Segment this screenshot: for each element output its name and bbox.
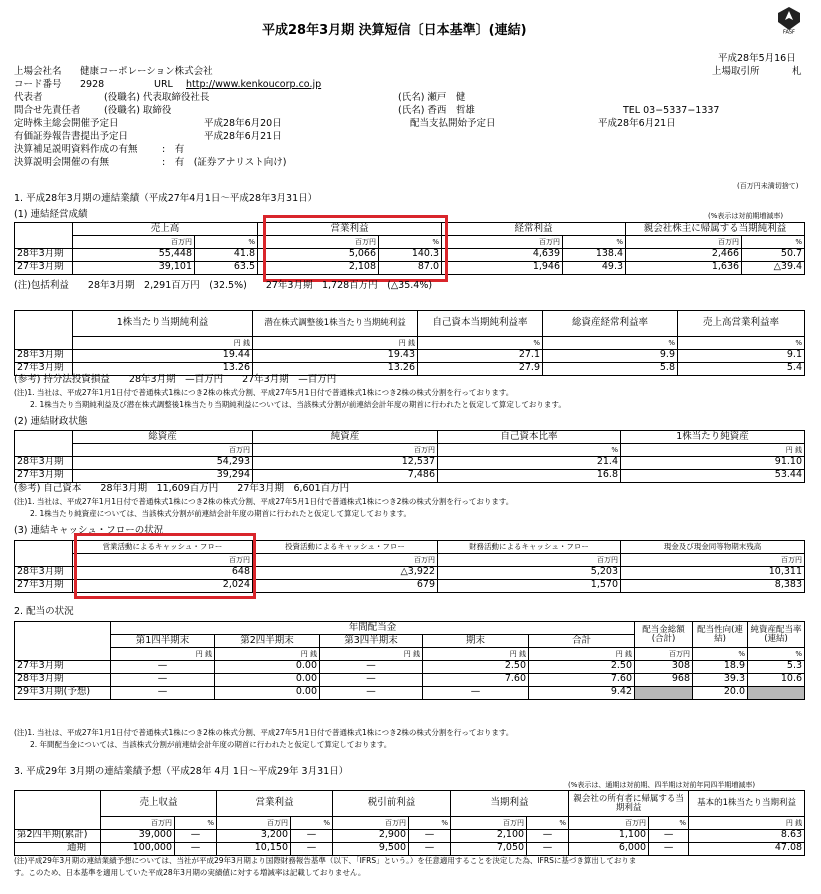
table-cell: 18.9 bbox=[693, 660, 748, 673]
table-cell: 5.3 bbox=[748, 660, 805, 673]
table-cell: 27.1 bbox=[418, 349, 543, 362]
section1-sub3: (3) 連結キャッシュ・フローの状況 bbox=[14, 525, 164, 536]
table-cell: 1,100 bbox=[569, 829, 649, 842]
table-row bbox=[15, 673, 805, 686]
table-cell: 基本的1株当たり当期利益 bbox=[689, 791, 805, 817]
svg-text:FASF: FASF bbox=[783, 29, 795, 34]
table-cell: 1株当たり当期純利益 bbox=[73, 311, 253, 337]
comprehensive-income: (注)包括利益 28年3月期 2,291百万円 (32.5%) 27年3月期 1,728百万円 (△35.4%) bbox=[14, 280, 433, 291]
table-cell: 28年3月期 bbox=[15, 456, 73, 469]
report-label: 有価証券報告書提出予定日 bbox=[14, 131, 129, 142]
table-cell: 100,000 bbox=[101, 842, 175, 855]
forecast-table bbox=[14, 790, 805, 856]
table-header-row bbox=[15, 791, 805, 817]
section3-heading: 3. 平成29年 3月期の連結業績予想（平成28年 4月 1日〜平成29年 3月31日） bbox=[14, 766, 349, 777]
table-cell bbox=[15, 311, 73, 337]
rep-label: 代表者 bbox=[14, 92, 43, 103]
table-cell bbox=[15, 431, 73, 444]
table-cell: 27.9 bbox=[418, 362, 543, 375]
table-cell: 純資産配当率(連結) bbox=[748, 622, 805, 648]
table-cell: 1,636 bbox=[626, 261, 742, 274]
table-cell: 親会社の所有者に帰属する当期利益 bbox=[569, 791, 689, 817]
table-cell: 配当性向(連結) bbox=[693, 622, 748, 648]
table-cell: 円 銭 bbox=[621, 444, 805, 457]
note-3-2: 2. 年間配当金については、当該株式分割が前連結会計年度の期首に行われたと仮定して算定しております。 bbox=[30, 740, 392, 749]
table-cell: △3,922 bbox=[253, 566, 438, 579]
table-cell: 百万円 bbox=[569, 817, 649, 830]
table-cell: 百万円 bbox=[438, 554, 621, 567]
table-cell: 円 銭 bbox=[215, 648, 320, 661]
table-cell: 39,000 bbox=[101, 829, 175, 842]
table-cell: 百万円 bbox=[333, 817, 409, 830]
table-cell: % bbox=[649, 817, 689, 830]
table-cell: 5,203 bbox=[438, 566, 621, 579]
table-cell: 百万円 bbox=[451, 817, 527, 830]
table-cell: 0.00 bbox=[215, 673, 320, 686]
table-cell: % bbox=[678, 337, 805, 350]
table-cell: 63.5 bbox=[195, 261, 258, 274]
table-cell: 円 銭 bbox=[111, 648, 215, 661]
table-cell bbox=[15, 817, 101, 830]
table-cell bbox=[15, 791, 101, 817]
section1-sub2: (2) 連結財政状態 bbox=[14, 416, 88, 427]
own-capital-note: (参考) 自己資本 28年3月期 11,609百万円 27年3月期 6,601百万円 bbox=[14, 483, 350, 494]
table-cell: 5,066 bbox=[258, 248, 379, 261]
table-cell: % bbox=[563, 236, 626, 249]
table-cell: % bbox=[438, 444, 621, 457]
note-1-1: (注)1. 当社は、平成27年1月1日付で普通株式1株につき2株の株式分割、平成27年5月1日付で普通株式1株につき2株の株式分割を行っております。 bbox=[14, 388, 514, 397]
table-cell: 2,024 bbox=[73, 579, 253, 592]
table-cell: 27年3月期 bbox=[15, 469, 73, 482]
table-cell bbox=[15, 648, 111, 661]
table-cell: 百万円 bbox=[258, 236, 379, 249]
table-cell: 87.0 bbox=[379, 261, 442, 274]
contact-role: (役職名) 取締役 bbox=[104, 105, 172, 116]
table-cell: 39,101 bbox=[73, 261, 195, 274]
table-header-row bbox=[15, 648, 805, 661]
table-header-row bbox=[15, 817, 805, 830]
contact-tel: TEL 03−5337−1337 bbox=[623, 105, 720, 116]
table-cell: 百万円 bbox=[621, 554, 805, 567]
table-cell: 968 bbox=[635, 673, 693, 686]
table-cell: 円 銭 bbox=[253, 337, 418, 350]
table-cell: 自己資本比率 bbox=[438, 431, 621, 444]
note-2-2: 2. 1株当たり純資産については、当該株式分割が前連結会計年度の期首に行われたと仮定して算定しております。 bbox=[30, 509, 412, 518]
table-cell: % bbox=[748, 648, 805, 661]
table-cell: 円 銭 bbox=[689, 817, 805, 830]
table-cell: 年間配当金 bbox=[111, 622, 635, 635]
table-cell bbox=[15, 444, 73, 457]
table-cell: 総資産経常利益率 bbox=[543, 311, 678, 337]
table-cell: % bbox=[543, 337, 678, 350]
table-cell: 2,108 bbox=[258, 261, 379, 274]
forecast-pct-note: (%表示は、通期は対前期、四半期は対前年同四半期増減率) bbox=[568, 781, 756, 789]
table-cell: 9.1 bbox=[678, 349, 805, 362]
table-cell: 55,448 bbox=[73, 248, 195, 261]
table-cell: — bbox=[649, 829, 689, 842]
agm-label: 定時株主総会開催予定日 bbox=[14, 118, 119, 129]
table-cell: 28年3月期 bbox=[15, 248, 73, 261]
table-cell: 47.08 bbox=[689, 842, 805, 855]
table-cell bbox=[635, 686, 693, 699]
table-cell: % bbox=[527, 817, 569, 830]
table-cell: — bbox=[649, 842, 689, 855]
table-cell: % bbox=[742, 236, 805, 249]
table-cell: % bbox=[418, 337, 543, 350]
table-cell: 2,900 bbox=[333, 829, 409, 842]
table-cell: 7,050 bbox=[451, 842, 527, 855]
table-cell: 投資活動によるキャッシュ・フロー bbox=[253, 541, 438, 554]
table-cell: 現金及び現金同等物期末残高 bbox=[621, 541, 805, 554]
report-submit-date: 平成28年6月21日 bbox=[204, 131, 282, 142]
table-cell: 百万円 bbox=[253, 554, 438, 567]
table-cell: — bbox=[527, 842, 569, 855]
section1-heading: 1. 平成28年3月期の連結業績（平成27年4月1日〜平成28年3月31日） bbox=[14, 193, 318, 204]
table-cell: 9.42 bbox=[529, 686, 635, 699]
code-value: 2928 bbox=[80, 79, 105, 90]
rep-role: (役職名) 代表取締役社長 bbox=[104, 92, 210, 103]
note-3-1: (注)1. 当社は、平成27年1月1日付で普通株式1株につき2株の株式分割、平成27年5月1日付で普通株式1株につき2株の株式分割を行っております。 bbox=[14, 728, 514, 737]
table-cell: 第2四半期(累計) bbox=[15, 829, 101, 842]
table-cell: 49.3 bbox=[563, 261, 626, 274]
table-cell: 16.8 bbox=[438, 469, 621, 482]
table-cell: 3,200 bbox=[217, 829, 291, 842]
table-cell: 10,311 bbox=[621, 566, 805, 579]
table-cell: 28年3月期 bbox=[15, 673, 111, 686]
dividend-label: 配当支払開始予定日 bbox=[410, 118, 496, 129]
table-cell: % bbox=[195, 236, 258, 249]
table-cell: △39.4 bbox=[742, 261, 805, 274]
table-cell: — bbox=[320, 660, 423, 673]
table-cell: 配当金総額(合計) bbox=[635, 622, 693, 648]
table-cell: 41.8 bbox=[195, 248, 258, 261]
table-cell: 自己資本当期純利益率 bbox=[418, 311, 543, 337]
report-date: 平成28年5月16日 bbox=[718, 53, 796, 64]
table-cell: 1,946 bbox=[442, 261, 563, 274]
company-name: 健康コーポレーション株式会社 bbox=[80, 66, 213, 77]
rep-name: (氏名) 瀬戸 健 bbox=[398, 92, 466, 103]
page-title: 平成28年3月期 決算短信〔日本基準〕(連結) bbox=[262, 23, 527, 38]
table-cell: — bbox=[291, 842, 333, 855]
table-cell: 百万円 bbox=[626, 236, 742, 249]
per-share-table bbox=[14, 310, 805, 376]
table-cell: — bbox=[175, 829, 217, 842]
table-cell: 合計 bbox=[529, 635, 635, 648]
url-link[interactable]: http://www.kenkoucorp.co.jp bbox=[186, 79, 322, 90]
table-cell: 8,383 bbox=[621, 579, 805, 592]
table-header-row bbox=[15, 337, 805, 350]
fasf-logo-icon bbox=[776, 6, 802, 34]
table-cell bbox=[15, 554, 73, 567]
table-cell: — bbox=[175, 842, 217, 855]
table-cell: 百万円 bbox=[253, 444, 438, 457]
table-cell: 21.4 bbox=[438, 456, 621, 469]
brief-value: : 有 (証券アナリスト向け) bbox=[162, 157, 287, 168]
table-cell: — bbox=[291, 829, 333, 842]
table-cell: — bbox=[320, 686, 423, 699]
table-cell: 12,537 bbox=[253, 456, 438, 469]
table-cell: 10.6 bbox=[748, 673, 805, 686]
table-cell bbox=[748, 686, 805, 699]
table-cell: 27年3月期 bbox=[15, 660, 111, 673]
table-cell: 2.50 bbox=[529, 660, 635, 673]
table-cell bbox=[15, 541, 73, 554]
table-cell: 9.9 bbox=[543, 349, 678, 362]
table-row bbox=[15, 829, 805, 842]
brief-label: 決算説明会開催の有無 bbox=[14, 157, 110, 168]
table-cell: 9,500 bbox=[333, 842, 409, 855]
table-cell: 8.63 bbox=[689, 829, 805, 842]
table-cell: 28年3月期 bbox=[15, 349, 73, 362]
table-cell: 円 銭 bbox=[320, 648, 423, 661]
table-cell: 27年3月期 bbox=[15, 261, 73, 274]
table-cell: 百万円 bbox=[73, 236, 195, 249]
table-header-row bbox=[15, 311, 805, 337]
note-2-1: (注)1. 当社は、平成27年1月1日付で普通株式1株につき2株の株式分割、平成27年5月1日付で普通株式1株につき2株の株式分割を行っております。 bbox=[14, 497, 514, 506]
contact-label: 問合せ先責任者 bbox=[14, 105, 81, 116]
equity-method-note: (参考) 持分法投資損益 28年3月期 —百万円 27年3月期 —百万円 bbox=[14, 374, 337, 385]
table-cell: 39,294 bbox=[73, 469, 253, 482]
url-label: URL bbox=[154, 79, 173, 90]
table-cell: % bbox=[175, 817, 217, 830]
rounding-note: (百万円未満切捨て) bbox=[737, 182, 799, 190]
table-cell: 財務活動によるキャッシュ・フロー bbox=[438, 541, 621, 554]
table-cell: 第2四半期末 bbox=[215, 635, 320, 648]
table-cell: 営業利益 bbox=[258, 223, 442, 236]
table-cell: % bbox=[409, 817, 451, 830]
table-cell: 7,486 bbox=[253, 469, 438, 482]
table-cell bbox=[15, 337, 73, 350]
financial-position-table bbox=[14, 430, 805, 483]
table-cell: 1,570 bbox=[438, 579, 621, 592]
table-cell: 通期 bbox=[15, 842, 101, 855]
note-1-2: 2. 1株当たり当期純利益及び潜在株式調整後1株当たり当期純利益については、当該株式分割が前連結会計年度の期首に行われたと仮定して算定しております。 bbox=[30, 400, 566, 409]
table-cell: 親会社株主に帰属する当期純利益 bbox=[626, 223, 805, 236]
table-cell: 308 bbox=[635, 660, 693, 673]
table-cell: 13.26 bbox=[73, 362, 253, 375]
table-header-row bbox=[15, 431, 805, 444]
table-row bbox=[15, 686, 805, 699]
table-row bbox=[15, 349, 805, 362]
supp-label: 決算補足説明資料作成の有無 bbox=[14, 144, 138, 155]
table-cell: — bbox=[409, 842, 451, 855]
table-cell bbox=[15, 635, 111, 648]
table-cell: 19.43 bbox=[253, 349, 418, 362]
table-cell: 10,150 bbox=[217, 842, 291, 855]
contact-name: (氏名) 香西 哲雄 bbox=[398, 105, 475, 116]
table-cell: 6,000 bbox=[569, 842, 649, 855]
table-cell: 売上高 bbox=[73, 223, 258, 236]
table-cell: 140.3 bbox=[379, 248, 442, 261]
table-cell: 円 銭 bbox=[73, 337, 253, 350]
table-cell: 営業活動によるキャッシュ・フロー bbox=[73, 541, 253, 554]
table-cell: 2,100 bbox=[451, 829, 527, 842]
table-cell: 潜在株式調整後1株当たり当期純利益 bbox=[253, 311, 418, 337]
table-cell: 税引前利益 bbox=[333, 791, 451, 817]
table-cell: 2,466 bbox=[626, 248, 742, 261]
table-cell: 百万円 bbox=[442, 236, 563, 249]
table-cell: % bbox=[379, 236, 442, 249]
table-cell: — bbox=[409, 829, 451, 842]
table-cell: 50.7 bbox=[742, 248, 805, 261]
table-cell: 29年3月期(予想) bbox=[15, 686, 111, 699]
supp-value: : 有 bbox=[162, 144, 185, 155]
note-4-1: (注)平成29年3月期の連結業績予想については、当社が平成29年3月期より国際財務報告基準（以下、「IFRS」という。）を任意適用することを決定した為、IFRSに基づき算出しておりま bbox=[14, 856, 637, 865]
agm-date: 平成28年6月20日 bbox=[204, 118, 282, 129]
table-cell: — bbox=[111, 660, 215, 673]
operating-cf-highlight bbox=[74, 533, 256, 599]
table-cell: % bbox=[291, 817, 333, 830]
table-cell: — bbox=[320, 673, 423, 686]
table-cell: 13.26 bbox=[253, 362, 418, 375]
table-cell: % bbox=[693, 648, 748, 661]
table-row bbox=[15, 842, 805, 855]
table-cell: 百万円 bbox=[73, 444, 253, 457]
table-cell: 円 銭 bbox=[529, 648, 635, 661]
operating-profit-highlight bbox=[263, 215, 448, 282]
table-cell: 0.00 bbox=[215, 686, 320, 699]
table-cell: 20.0 bbox=[693, 686, 748, 699]
table-cell: 百万円 bbox=[217, 817, 291, 830]
table-cell: 39.3 bbox=[693, 673, 748, 686]
table-cell: 営業利益 bbox=[217, 791, 333, 817]
table-cell bbox=[15, 223, 73, 236]
table-cell: 当期利益 bbox=[451, 791, 569, 817]
table-cell bbox=[15, 622, 111, 635]
table-cell: 百万円 bbox=[73, 554, 253, 567]
table-cell: 経常利益 bbox=[442, 223, 626, 236]
table-cell bbox=[15, 236, 73, 249]
table-cell: 2.50 bbox=[423, 660, 529, 673]
table-cell: 1株当たり純資産 bbox=[621, 431, 805, 444]
table-cell: 19.44 bbox=[73, 349, 253, 362]
exchange-label: 上場取引所 bbox=[712, 66, 760, 77]
exchange-value: 札 bbox=[792, 66, 802, 77]
table-cell: 期末 bbox=[423, 635, 529, 648]
dividend-table bbox=[14, 621, 805, 700]
section1-sub1: (1) 連結経営成績 bbox=[14, 209, 88, 220]
table-cell: 27年3月期 bbox=[15, 579, 73, 592]
dividend-date: 平成28年6月21日 bbox=[598, 118, 676, 129]
table-cell: — bbox=[111, 673, 215, 686]
note-4-2: す。このため、日本基準を適用していた平成28年3月期の実績値に対する増減率は記載しておりません。 bbox=[14, 868, 366, 877]
section2-heading: 2. 配当の状況 bbox=[14, 606, 74, 617]
table-cell: 5.4 bbox=[678, 362, 805, 375]
table-cell: 138.4 bbox=[563, 248, 626, 261]
table-cell: 53.44 bbox=[621, 469, 805, 482]
table-cell: 売上収益 bbox=[101, 791, 217, 817]
code-label: コード番号 bbox=[14, 79, 62, 90]
table-cell: 4,639 bbox=[442, 248, 563, 261]
table-cell: 売上高営業利益率 bbox=[678, 311, 805, 337]
table-row bbox=[15, 660, 805, 673]
table-cell: 総資産 bbox=[73, 431, 253, 444]
table-cell: 0.00 bbox=[215, 660, 320, 673]
table-cell: 54,293 bbox=[73, 456, 253, 469]
table-cell: 百万円 bbox=[101, 817, 175, 830]
table-cell: — bbox=[527, 829, 569, 842]
table-cell: 28年3月期 bbox=[15, 566, 73, 579]
table-cell: 百万円 bbox=[635, 648, 693, 661]
table-cell: 第1四半期末 bbox=[111, 635, 215, 648]
table-cell: — bbox=[423, 686, 529, 699]
table-cell: 648 bbox=[73, 566, 253, 579]
company-label: 上場会社名 bbox=[14, 66, 62, 77]
table-cell: 7.60 bbox=[423, 673, 529, 686]
table-cell: 27年3月期 bbox=[15, 362, 73, 375]
table-cell: 7.60 bbox=[529, 673, 635, 686]
table-cell: 円 銭 bbox=[423, 648, 529, 661]
table-cell: 679 bbox=[253, 579, 438, 592]
table-cell: 91.10 bbox=[621, 456, 805, 469]
table-header-row bbox=[15, 622, 805, 635]
table-row bbox=[15, 469, 805, 482]
table-cell: 第3四半期末 bbox=[320, 635, 423, 648]
table-cell: — bbox=[111, 686, 215, 699]
table-cell: 5.8 bbox=[543, 362, 678, 375]
pct-note: (%表示は対前期増減率) bbox=[708, 212, 784, 220]
table-header-row bbox=[15, 444, 805, 457]
table-cell: 純資産 bbox=[253, 431, 438, 444]
table-row bbox=[15, 456, 805, 469]
